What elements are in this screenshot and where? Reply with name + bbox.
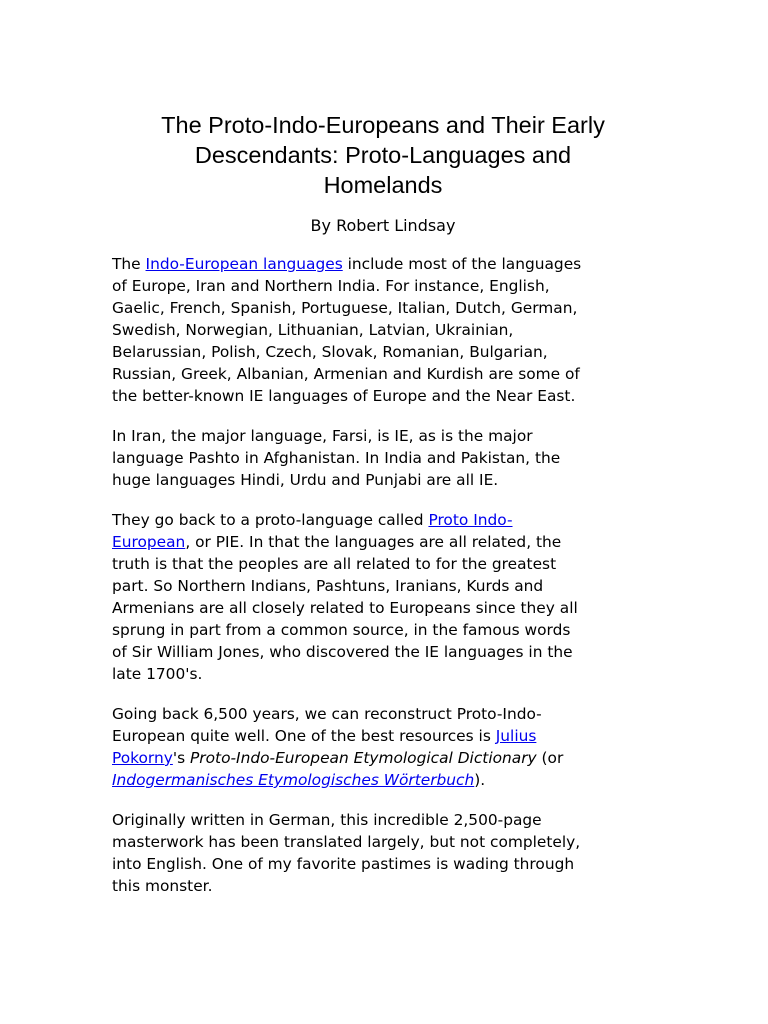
text-line: In Iran, the major language, Farsi, is IE, as is the major [112, 427, 533, 445]
text-line: sprung in part from a common source, in the famous words [112, 621, 571, 639]
worterbuch-title: Indogermanisches Etymologisches Wörterbuch [112, 771, 475, 789]
paragraph-1 [112, 253, 654, 407]
text-run: include most of the languages [342, 255, 582, 273]
title-line: The Proto-Indo-Europeans and Their Early [161, 112, 605, 138]
text-line: masterwork has been translated largely, but not completely, [112, 833, 581, 851]
text-line: of Europe, Iran and Northern India. For instance, English, [112, 277, 550, 295]
text-line: language Pashto in Afghanistan. In India and Pakistan, the [112, 449, 561, 467]
text-line: truth is that the peoples are all related to for the greatest [112, 555, 557, 573]
text-line: Swedish, Norwegian, Lithuanian, Latvian, Ukrainian, [112, 321, 514, 339]
text-line [112, 769, 654, 791]
text-line: Gaelic, French, Spanish, Portuguese, Italian, Dutch, German, [112, 299, 578, 317]
title-line: Descendants: Proto-Languages and [194, 142, 572, 168]
text-line: Armenians are all closely related to Europeans since they all [112, 599, 578, 617]
proto-indo-european-link-cont[interactable]: European [112, 533, 186, 551]
text-line: part. So Northern Indians, Pashtuns, Iranians, Kurds and [112, 577, 544, 595]
text-line: Russian, Greek, Albanian, Armenian and Kurdish are some of [112, 365, 580, 383]
text-run: The [112, 255, 146, 273]
text-line [112, 747, 654, 769]
text-run: (or [536, 749, 564, 767]
text-line [112, 253, 654, 275]
text-run: 's [172, 749, 191, 767]
text-line [112, 531, 654, 553]
text-line: into English. One of my favorite pastimes is wading through [112, 855, 575, 873]
text-line: of Sir William Jones, who discovered the IE languages in the [112, 643, 573, 661]
text-run: ). [474, 771, 486, 789]
document-title [112, 110, 654, 200]
text-line [112, 509, 654, 531]
julius-pokorny-link-cont[interactable]: Pokorny [112, 749, 173, 767]
title-line: Homelands [323, 172, 443, 198]
author-byline: By Robert Lindsay [310, 216, 456, 235]
text-line: Belarussian, Polish, Czech, Slovak, Romanian, Bulgarian, [112, 343, 548, 361]
document-page [112, 110, 654, 915]
dictionary-title: Proto-Indo-European Etymological Dictionary [190, 749, 537, 767]
text-run: European quite well. One of the best resources is [112, 727, 496, 745]
text-run: They go back to a proto-language called [112, 511, 429, 529]
paragraph-4 [112, 703, 654, 791]
worterbuch-link[interactable] [112, 771, 474, 789]
text-line: Going back 6,500 years, we can reconstruct Proto-Indo- [112, 705, 542, 723]
proto-indo-european-link[interactable]: Proto Indo- [428, 511, 513, 529]
text-run: , or PIE. In that the languages are all related, the [185, 533, 562, 551]
paragraph-3 [112, 509, 654, 685]
paragraph-5 [112, 809, 654, 897]
text-line: Originally written in German, this incredible 2,500-page [112, 811, 542, 829]
text-line [112, 725, 654, 747]
text-line: this monster. [112, 877, 213, 895]
julius-pokorny-link[interactable]: Julius [495, 727, 537, 745]
indo-european-languages-link[interactable]: Indo-European languages [145, 255, 343, 273]
text-line: huge languages Hindi, Urdu and Punjabi are all IE. [112, 471, 499, 489]
text-line: late 1700's. [112, 665, 203, 683]
paragraph-2 [112, 425, 654, 491]
text-line: the better-known IE languages of Europe and the Near East. [112, 387, 576, 405]
